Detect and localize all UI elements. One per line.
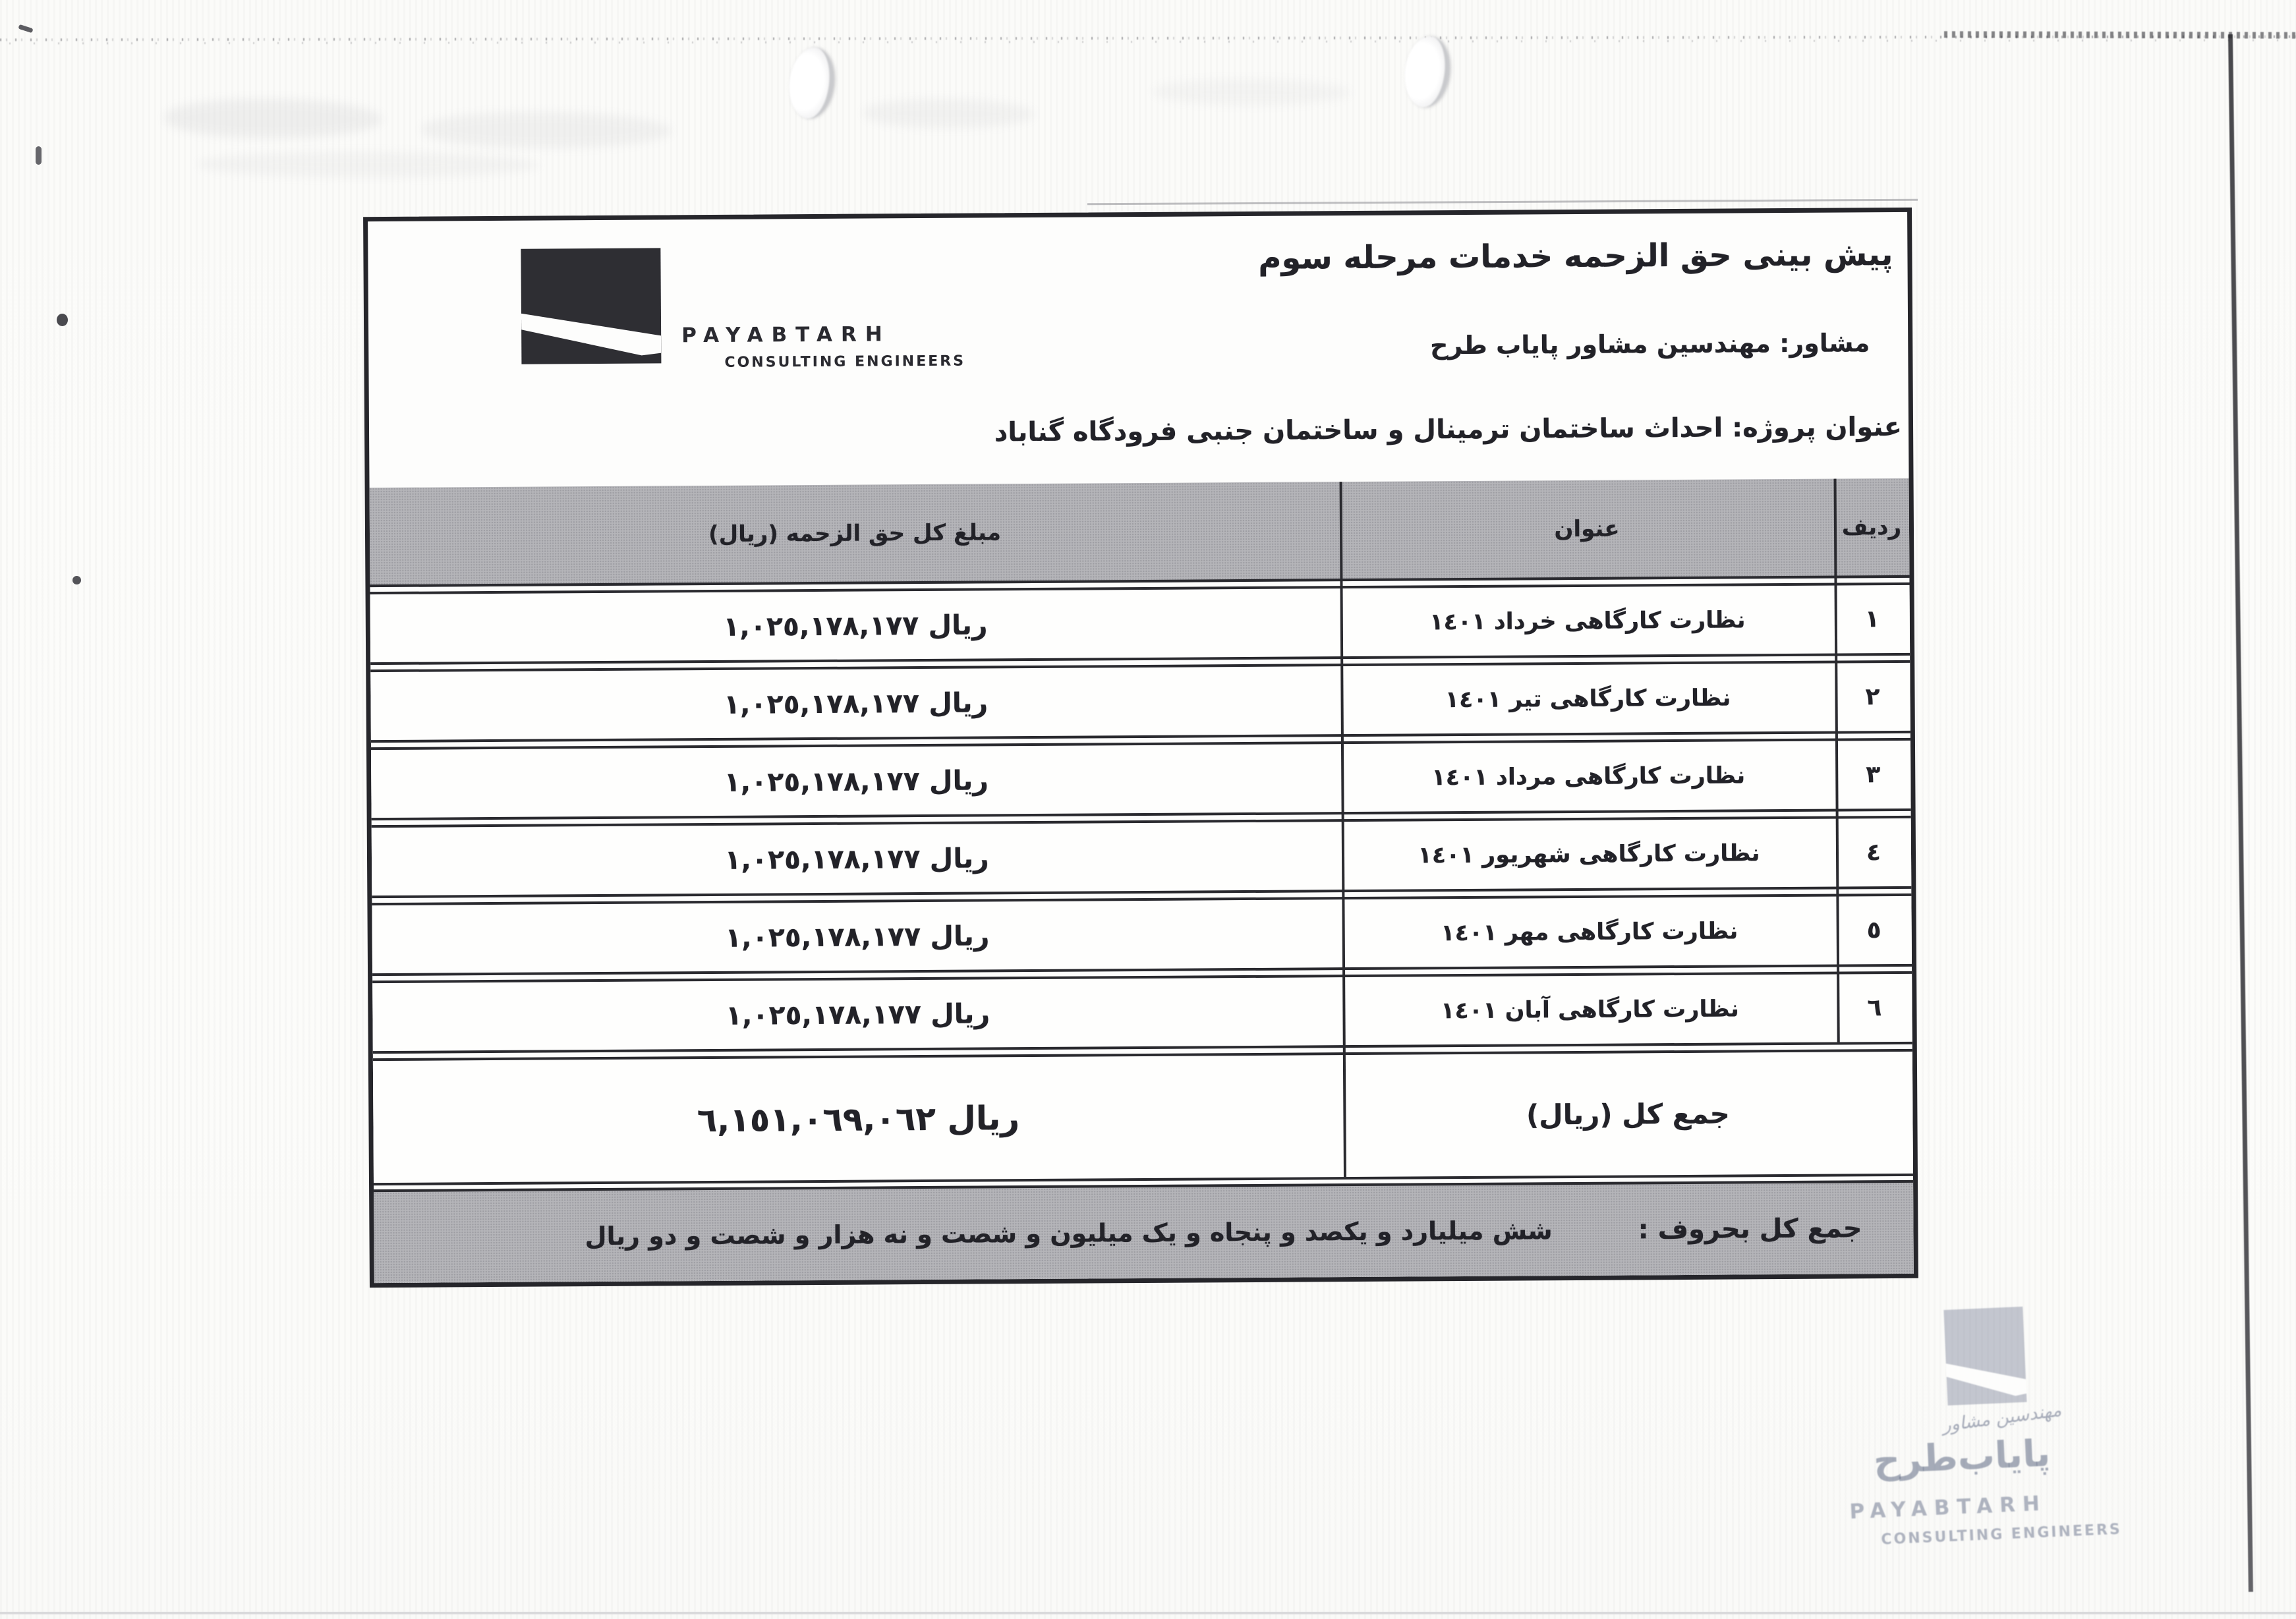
stamp-company-name-fa: پایاب‌طرح [1872, 1432, 2052, 1483]
bleed-through-ghost [863, 99, 1035, 128]
total-amount: ریال ٦,١٥١,٠٦٩,٠٦٢ [697, 1098, 1020, 1139]
table-row [370, 660, 1910, 743]
row-title: نظارت کارگاهی آبان ١٤٠١ [1440, 995, 1739, 1024]
row-title: نظارت کارگاهی مهر ١٤٠١ [1441, 917, 1738, 946]
logo-mark-icon [521, 248, 661, 364]
row-title: نظارت کارگاهی خرداد ١٤٠١ [1429, 606, 1746, 635]
logo-swoosh-shape [521, 248, 661, 364]
row-title: نظارت کارگاهی شهریور ١٤٠١ [1418, 839, 1760, 868]
column-header-row-number: ردیف [1841, 513, 1902, 540]
scan-noise-band-right [1944, 31, 2296, 38]
total-in-words-row [374, 1180, 1914, 1283]
consultant-line: مشاور: مهندسین مشاور پایاب طرح [1429, 328, 1870, 360]
row-amount: ریال ١,٠٢٥,١٧٨,١٧٧ [724, 841, 989, 876]
row-title: نظارت کارگاهی مرداد ١٤٠١ [1431, 762, 1746, 791]
stamp-logo-mark-icon [1943, 1307, 2026, 1406]
page-edge-shadow [2228, 34, 2253, 1592]
total-in-words-label: جمع کل بحروف : [1638, 1213, 1862, 1245]
company-stamp [1833, 1301, 2154, 1578]
row-amount: ریال ١,٠٢٥,١٧٨,١٧٧ [723, 686, 989, 720]
logo-tagline: CONSULTING ENGINEERS [724, 353, 966, 371]
row-number: ٤ [1866, 839, 1881, 866]
total-label: جمع کل (ریال) [1526, 1097, 1730, 1131]
bleed-through-ghost [1153, 79, 1351, 105]
fees-table [370, 478, 1914, 1283]
ink-speck [57, 314, 68, 326]
border-ghost-line [1087, 199, 1918, 206]
project-title-line: عنوان پروژه: احداث ساختمان ترمینال و ساختمان جنبی فرودگاه گناباد [994, 411, 1903, 448]
row-number: ١ [1864, 606, 1880, 633]
bleed-through-ghost [165, 99, 382, 138]
document-frame [363, 208, 1918, 1288]
table-header-row [370, 478, 1910, 587]
stamp-logo-swoosh-shape [1943, 1307, 2026, 1406]
company-logo [516, 246, 978, 400]
logo-company-name: PAYABTARH [681, 322, 891, 348]
table-row [372, 971, 1912, 1054]
scan-bottom-edge [0, 1612, 2296, 1614]
row-title: نظارت کارگاهی تیر ١٤٠١ [1445, 685, 1731, 713]
row-number: ٥ [1866, 917, 1881, 944]
document-title: پیش بینی حق الزحمه خدمات مرحله سوم [1258, 236, 1893, 277]
row-amount: ریال ١,٠٢٥,١٧٨,١٧٧ [723, 608, 988, 642]
row-amount: ریال ١,٠٢٥,١٧٨,١٧٧ [724, 764, 989, 798]
row-amount: ریال ١,٠٢٥,١٧٨,١٧٧ [724, 919, 990, 953]
bleed-through-ghost [198, 152, 540, 178]
ink-speck [18, 24, 33, 33]
punch-hole-right [1401, 34, 1454, 109]
table-row [372, 816, 1912, 898]
row-number: ٣ [1866, 761, 1881, 789]
ink-speck [72, 576, 81, 584]
ink-speck [36, 146, 42, 165]
row-amount: ریال ١,٠٢٥,١٧٨,١٧٧ [725, 997, 990, 1031]
stamp-handwriting: مهندسین مشاور [1941, 1400, 2063, 1436]
bleed-through-ghost [422, 112, 672, 148]
table-row [372, 894, 1912, 976]
stamp-tagline-en: CONSULTING ENGINEERS [1880, 1521, 2123, 1548]
table-row [371, 738, 1911, 820]
table-row [370, 582, 1910, 665]
stamp-company-name-en: PAYABTARH [1849, 1491, 2048, 1524]
punch-hole-left [786, 45, 838, 121]
column-header-title: عنوان [1554, 515, 1620, 542]
row-number: ٦ [1867, 994, 1882, 1022]
column-header-amount: مبلغ کل حق الزحمه (ریال) [708, 519, 1002, 548]
total-in-words-text: شش میلیارد و یکصد و پنجاه و یک میلیون و شصت و نه هزار و شصت و دو ریال [585, 1216, 1553, 1251]
total-row [373, 1049, 1913, 1185]
row-number: ٢ [1865, 683, 1880, 711]
